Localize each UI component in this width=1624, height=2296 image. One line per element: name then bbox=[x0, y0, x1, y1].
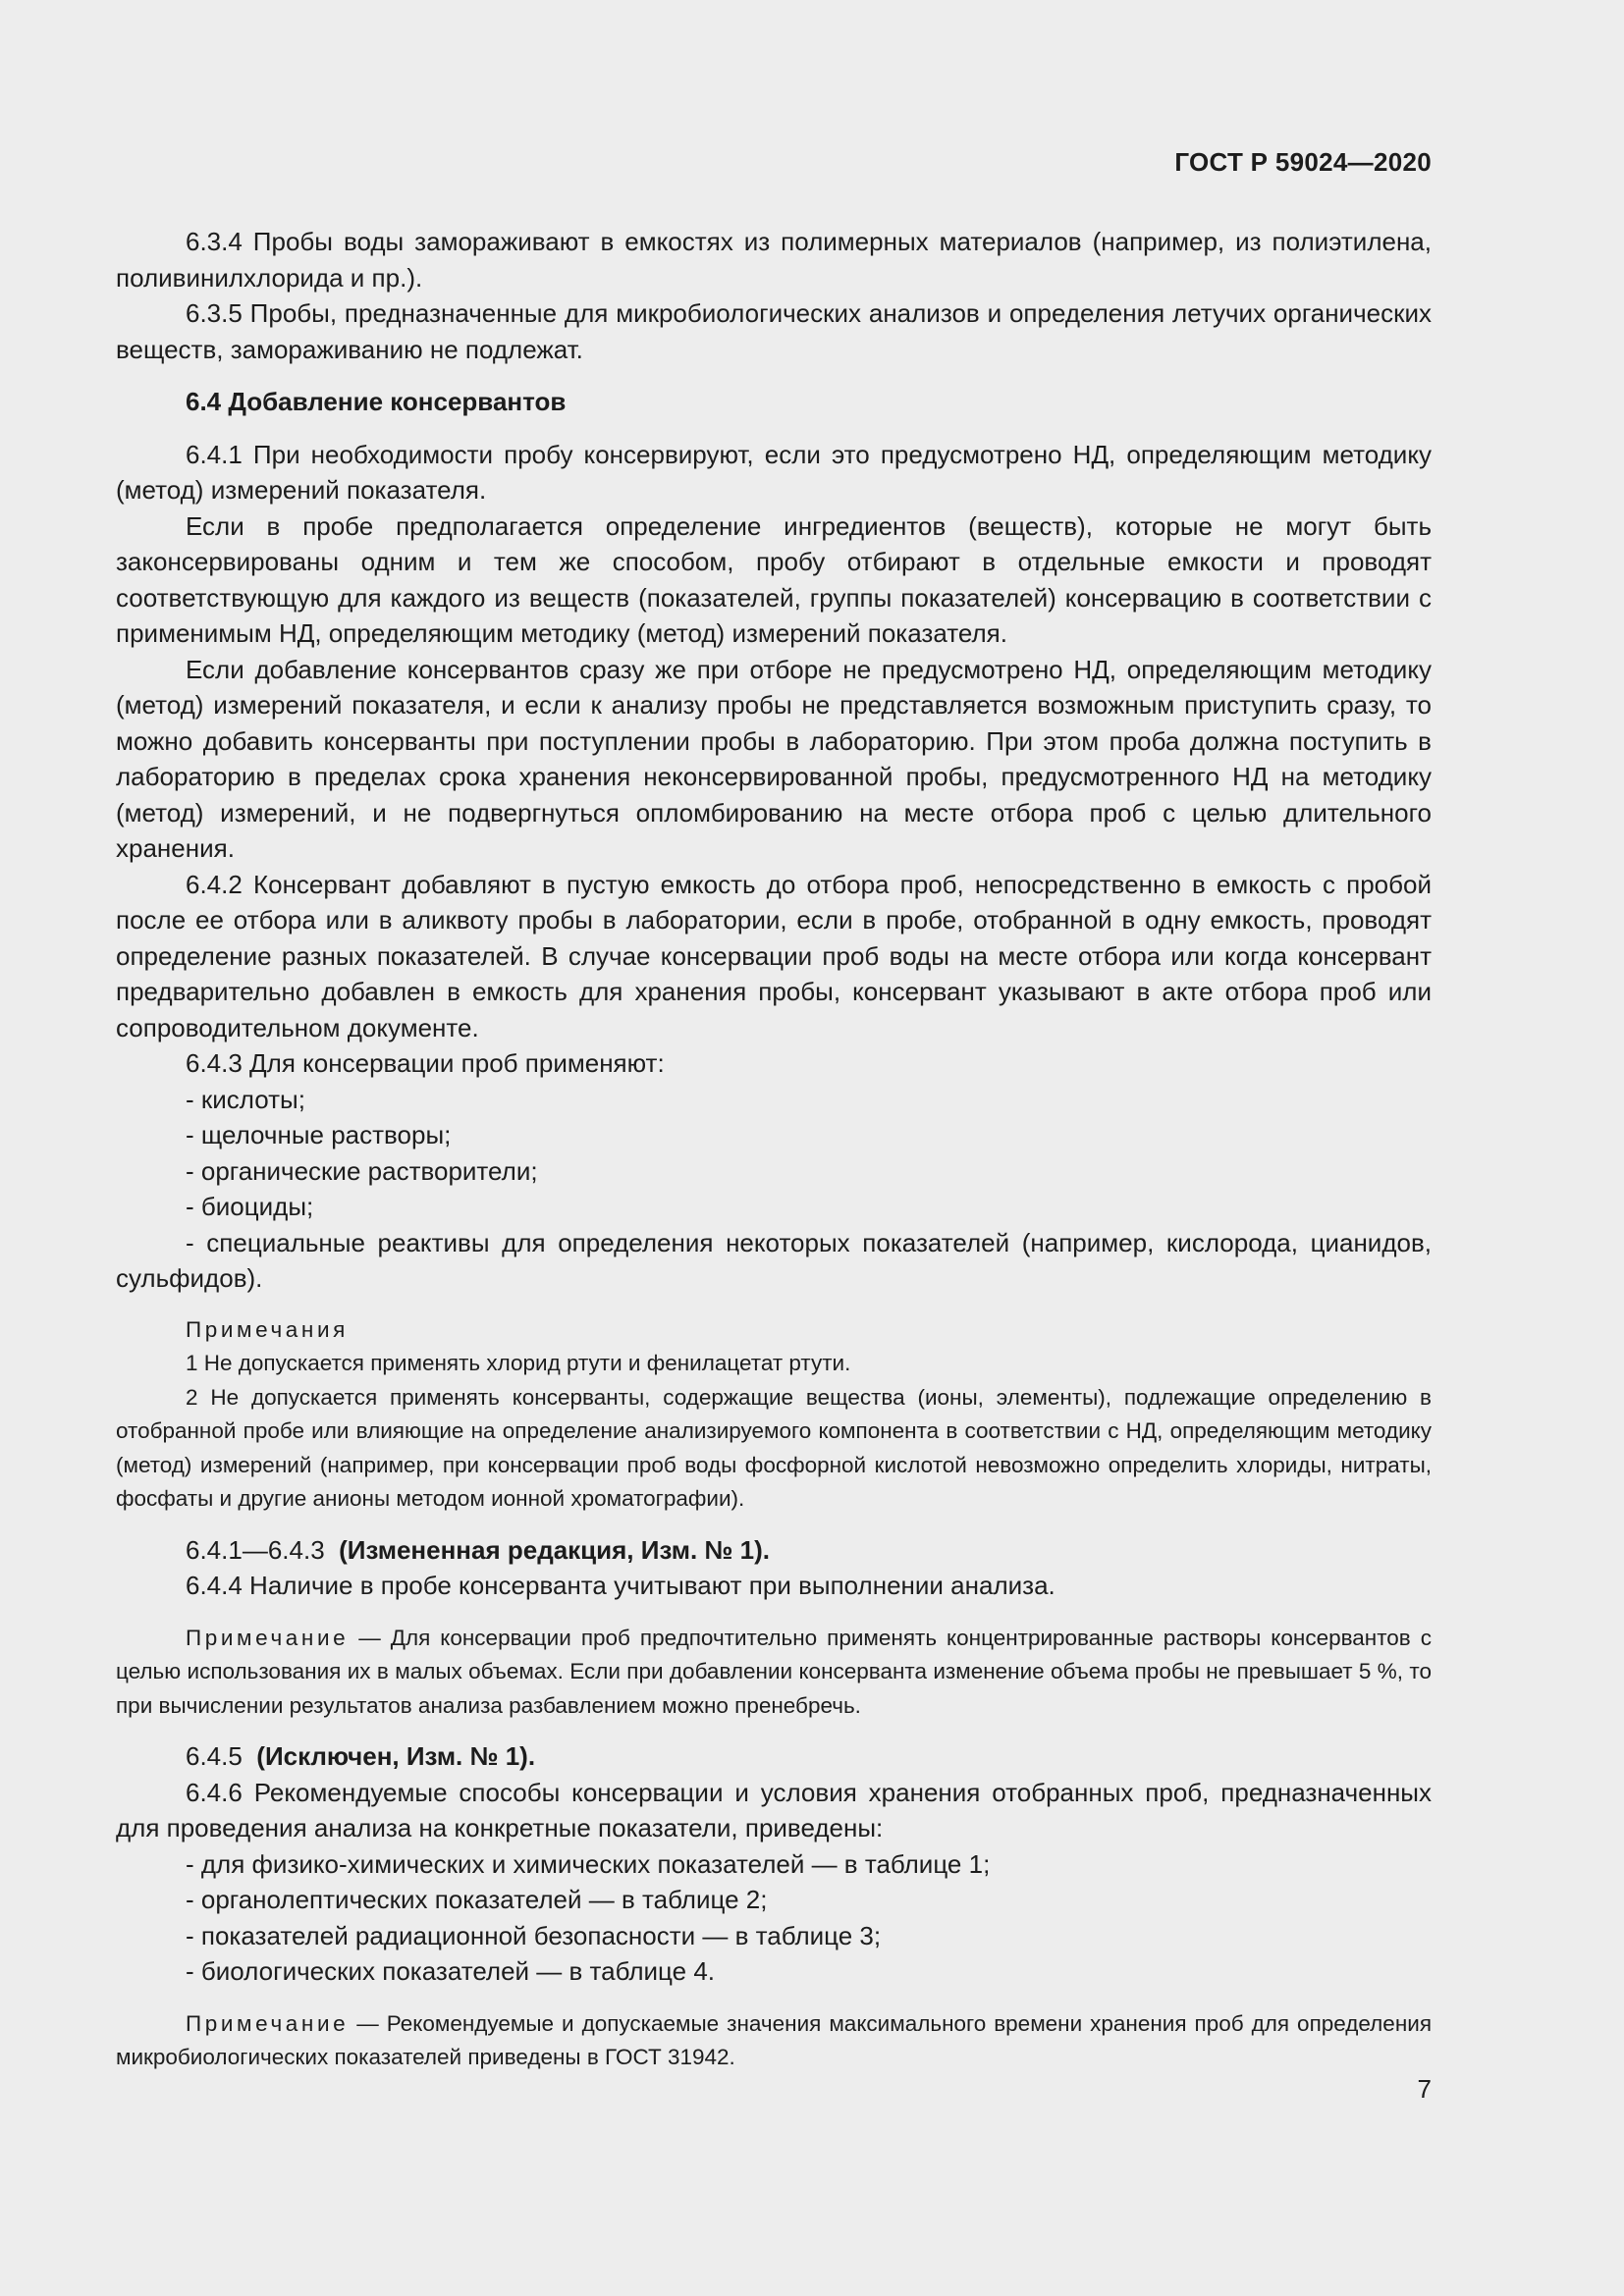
note-6-4-6 bbox=[116, 2007, 1432, 2075]
paragraph-6-4-3: 6.4.3 Для консервации проб применяют: bbox=[186, 1048, 665, 1078]
excluded-note: (Исключен, Изм. № 1). bbox=[256, 1741, 536, 1771]
note-label: Примечание bbox=[186, 2010, 350, 2036]
list-item: - для физико-химических и химических показателей — в таблице 1; bbox=[186, 1848, 991, 1879]
document-body bbox=[116, 224, 1432, 2075]
notes-label: Примечания bbox=[186, 1316, 349, 1342]
list-item: - кислоты; bbox=[186, 1084, 305, 1114]
paragraph-6-4-4: 6.4.4 Наличие в пробе консерванта учитывают при выполнении анализа. bbox=[186, 1571, 1056, 1600]
paragraph-6-4-2: 6.4.2 Консервант добавляют в пустую емкость до отбора проб, непосредственно в емкость с пробой после ее отбора или в аликвоту пробы в лаборатории, если в пробе, отобранной в одну емкость, проводят определение разных показателей. В случае консервации проб воды на месте отбора или когда консервант предварительно добавлен в емкость для хранения пробы, консервант указывают в акте отбора проб или сопроводительном документе. bbox=[116, 869, 1432, 1042]
note-label: Примечание bbox=[186, 1625, 350, 1650]
clause-number: 6.4.5 bbox=[186, 1741, 243, 1771]
amendment-note: (Измененная редакция, Изм. № 1). bbox=[339, 1534, 770, 1565]
amendment-clause-numbers: 6.4.1—6.4.3 bbox=[186, 1534, 325, 1565]
paragraph-6-4-1-cont-2: Если добавление консервантов сразу же при отборе не предусмотрено НД, определяющим методику (метод) измерений показателя, и если к анализу пробы не представляется возможным приступить сразу, то можно добавить консерванты при поступлении пробы в лабораторию. При этом проба должна поступить в лабораторию в пределах срока хранения неконсервированной пробы, предусмотренного НД на методику (метод) измерений, и не подвергнуться опломбированию на месте отбора проб с целью длительного хранения. bbox=[116, 654, 1432, 863]
list-item: - органолептических показателей — в таблице 2; bbox=[186, 1885, 768, 1914]
list-item: - показателей радиационной безопасности — в таблице 3; bbox=[186, 1920, 882, 1950]
note-1: 1 Не допускается применять хлорид ртути и фенилацетат ртути. bbox=[186, 1351, 851, 1375]
section-heading-6-4: 6.4 Добавление консервантов bbox=[186, 387, 567, 416]
paragraph-6-4-1-cont-1: Если в пробе предполагается определение ингредиентов (веществ), которые не могут быть законсервированы одним и тем же способом, пробу отбирают в отдельные емкости и проводят соответствующую для каждого из веществ (показателей, группы показателей) консервацию в соответствии с применимым НД, определяющим методику (метод) измерений показателя. bbox=[116, 510, 1432, 648]
list-item: - биологических показателей — в таблице 4. bbox=[186, 1956, 716, 1986]
list-item: - биоциды; bbox=[186, 1192, 314, 1221]
list-item: - органические растворители; bbox=[186, 1155, 538, 1186]
page-number: 7 bbox=[1417, 2074, 1432, 2104]
note-2: 2 Не допускается применять консерванты, содержащие вещества (ионы, элементы), подлежащие определению в отобранной пробе или влияющие на определение анализируемого компонента в соответствии с НД, определяющим методику (метод) измерений (например, при консервации проб воды фосфорной кислотой невозможно определить хлориды, нитраты, фосфаты и другие анионы методом ионной хроматографии). bbox=[116, 1384, 1432, 1511]
paragraph-6-4-6: 6.4.6 Рекомендуемые способы консервации и условия хранения отобранных проб, предназначенных для проведения анализа на конкретные показатели, приведены: bbox=[116, 1777, 1432, 1842]
paragraph-6-3-4: 6.3.4 Пробы воды замораживают в емкостях из полимерных материалов (например, из полиэтилена, поливинилхлорида и пр.). bbox=[116, 227, 1432, 293]
list-item: - специальные реактивы для определения некоторых показателей (например, кислорода, цианидов, сульфидов). bbox=[116, 1227, 1432, 1293]
note-6-4-4 bbox=[116, 1622, 1432, 1724]
note-text: — Рекомендуемые и допускаемые значения максимального времени хранения проб для определения микробиологических показателей приведены в ГОСТ 31942. bbox=[116, 2010, 1432, 2069]
note-text: — Для консервации проб предпочтительно применять концентрированные растворы консервантов с целью использования их в малых объемах. Если при добавлении консерванта изменение объема пробы не превышает 5 %, то при вычислении результатов анализа разбавлением можно пренебречь. bbox=[116, 1625, 1432, 1718]
list-item: - щелочные растворы; bbox=[186, 1120, 452, 1149]
paragraph-amendment-6-4-1-6-4-3 bbox=[116, 1532, 1432, 1569]
document-code-header: ГОСТ Р 59024—2020 bbox=[1174, 147, 1432, 177]
paragraph-6-3-5: 6.3.5 Пробы, предназначенные для микробиологических анализов и определения летучих органических веществ, замораживанию не подлежат. bbox=[116, 298, 1432, 364]
paragraph-6-4-5 bbox=[116, 1738, 1432, 1775]
paragraph-6-4-1: 6.4.1 При необходимости пробу консервируют, если это предусмотрено НД, определяющим методику (метод) измерений показателя. bbox=[116, 439, 1432, 505]
document-page bbox=[116, 0, 1432, 2296]
